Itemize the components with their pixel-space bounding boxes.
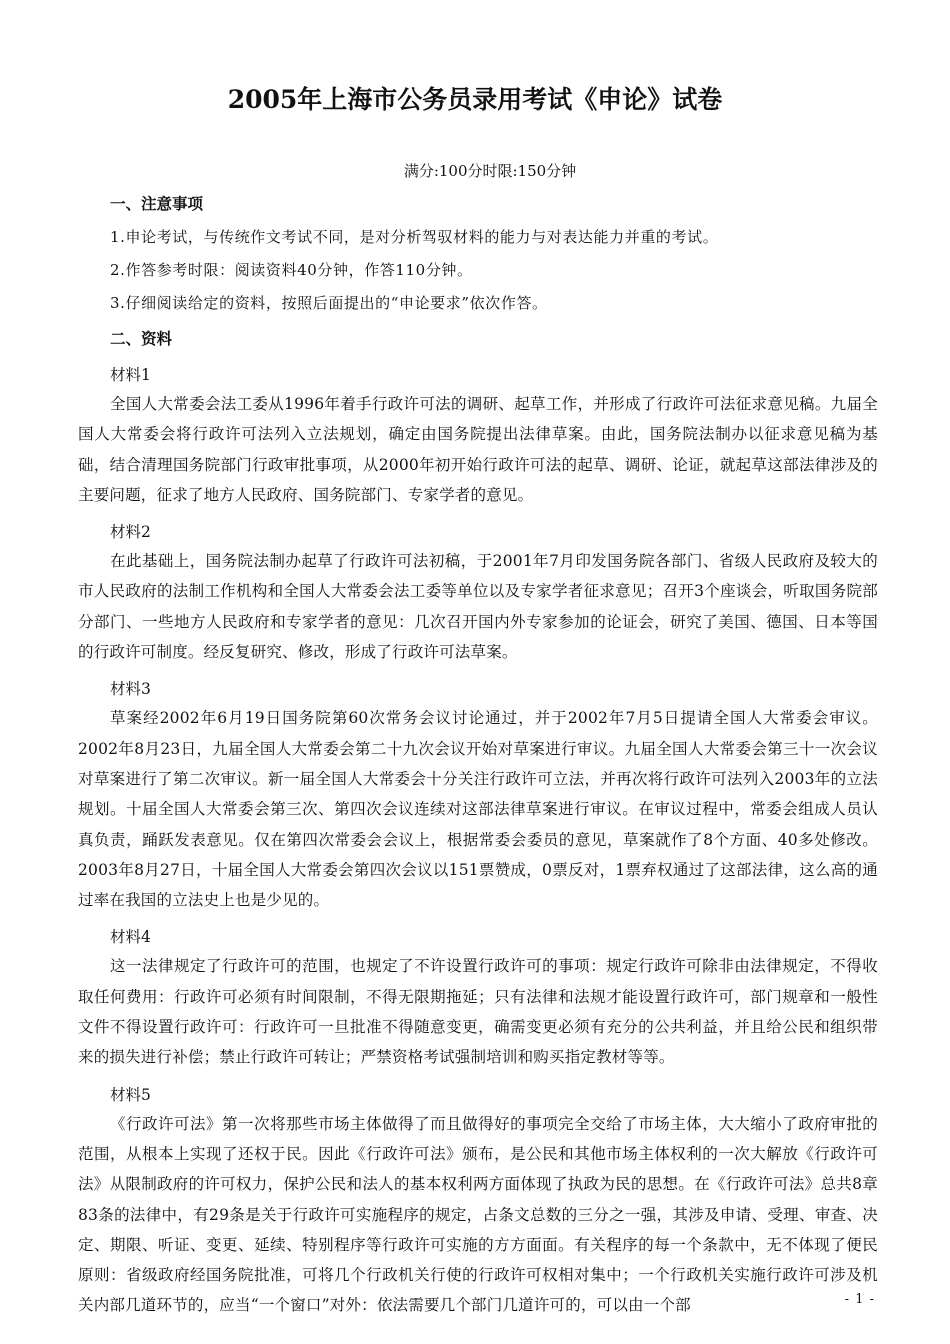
material-label: 材料5: [110, 1085, 151, 1104]
note-item: 3.仔细阅读给定的资料，按照后面提出的“申论要求”依次作答。: [110, 294, 548, 312]
material-text: 《行政许可法》第一次将那些市场主体做得了而且做得好的事项完全交给了市场主体，大大缩小了政府审批的范围，从根本上实现了还权于民。因此《行政许可法》颁布，是公民和其他市场主体权利的一次大解放《行政许可法》从限制政府的许可权力，保护公民和法人的基本权利两方面体现了执政为民的思想。在《行政许可法》总共8章83条的法律中，有29条是关于行政许可实施程序的规定，占条文总数的三分之一强，其涉及申请、受理、审查、决定、期限、听证、变更、延续、特别程序等行政许可实施的方方面面。有关程序的每一个条款中，无不体现了便民原则：省级政府经国务院批准，可将几个行政机关行使的行政许可权相对集中；一个行政机关实施行政许可涉及机关内部几道环节的，应当“一个窗口”对外：依法需要几个部门几道许可的，可以由一个部: [78, 1114, 878, 1315]
note-item: 1.申论考试，与传统作文考试不同，是对分析驾驭材料的能力与对表达能力并重的考试。: [110, 228, 719, 246]
material-label: 材料1: [110, 366, 151, 384]
material-text: 这一法律规定了行政许可的范围，也规定了不许设置行政许可的事项：规定行政许可除非由法律规定，不得收取任何费用：行政许可必须有时间限制，不得无限期拖延；只有法律和法规才能设置行政许可，部门规章和一般性文件不得设置行政许可：行政许可一旦批准不得随意变更，确需变更必须有充分的公共利益，并且给公民和组织带来的损失进行补偿；禁止行政许可转让；严禁资格考试强制培训和购买指定教材等等。: [78, 957, 878, 1067]
document-body: [78, 190, 878, 1329]
note-item: 2.作答参考时限：阅读资料40分钟，作答110分钟。: [110, 261, 473, 279]
material-label: 材料3: [110, 680, 151, 699]
material-label: 材料4: [110, 928, 151, 947]
section-heading-materials: 二、资料: [110, 329, 173, 348]
material-label: 材料2: [110, 523, 151, 542]
document-subtitle: 满分:100分时限:150分钟: [403, 162, 577, 180]
material-text: 全国人大常委会法工委从1996年着手行政许可法的调研、起草工作，并形成了行政许可法征求意见稿。九届全国人大常委会将行政许可法列入立法规划，确定由国务院提出法律草案。由此，国务院法制办以征求意见稿为基础，结合清理国务院部门行政审批事项，从2000年初开始行政许可法的起草、调研、论证，就起草这部法律涉及的主要问题，征求了地方人民政府、国务院部门、专家学者的意见。: [78, 395, 878, 504]
material-text: 在此基础上，国务院法制办起草了行政许可法初稿，于2001年7月印发国务院各部门、省级人民政府及较大的市人民政府的法制工作机构和全国人大常委会法工委等单位以及专家学者征求意见；召开3个座谈会，听取国务院部分部门、一些地方人民政府和专家学者的意见：几次召开国内外专家参加的论证会，研究了美国、德国、日本等国的行政许可制度。经反复研究、修改，形成了行政许可法草案。: [78, 552, 878, 662]
material-text: 草案经2002年6月19日国务院第60次常务会议讨论通过，并于2002年7月5日提请全国人大常委会审议。2002年8月23日，九届全国人大常委会第二十九次会议开始对草案进行审议。九届全国人大常委会第三十一次会议对草案进行了第二次审议。新一届全国人大常委会十分关注行政许可立法，并再次将行政许可法列入2003年的立法规划。十届全国人大常委会第三次、第四次会议连续对这部法律草案进行审议。在审议过程中，常委会组成人员认真负责，踊跃发表意见。仅在第四次常委会会议上，根据常委会委员的意见，草案就作了8个方面、40多处修改。2003年8月27日，十届全国人大常委会第四次会议以151票赞成，0票反对，1票弃权通过了这部法律，这么高的通过率在我国的立法史上也是少见的。: [78, 709, 878, 910]
page-number: - 1 -: [844, 1292, 875, 1307]
section-heading-notes: 一、注意事项: [110, 194, 204, 213]
document-title: 2005年上海市公务员录用考试《申论》试卷: [227, 85, 723, 114]
